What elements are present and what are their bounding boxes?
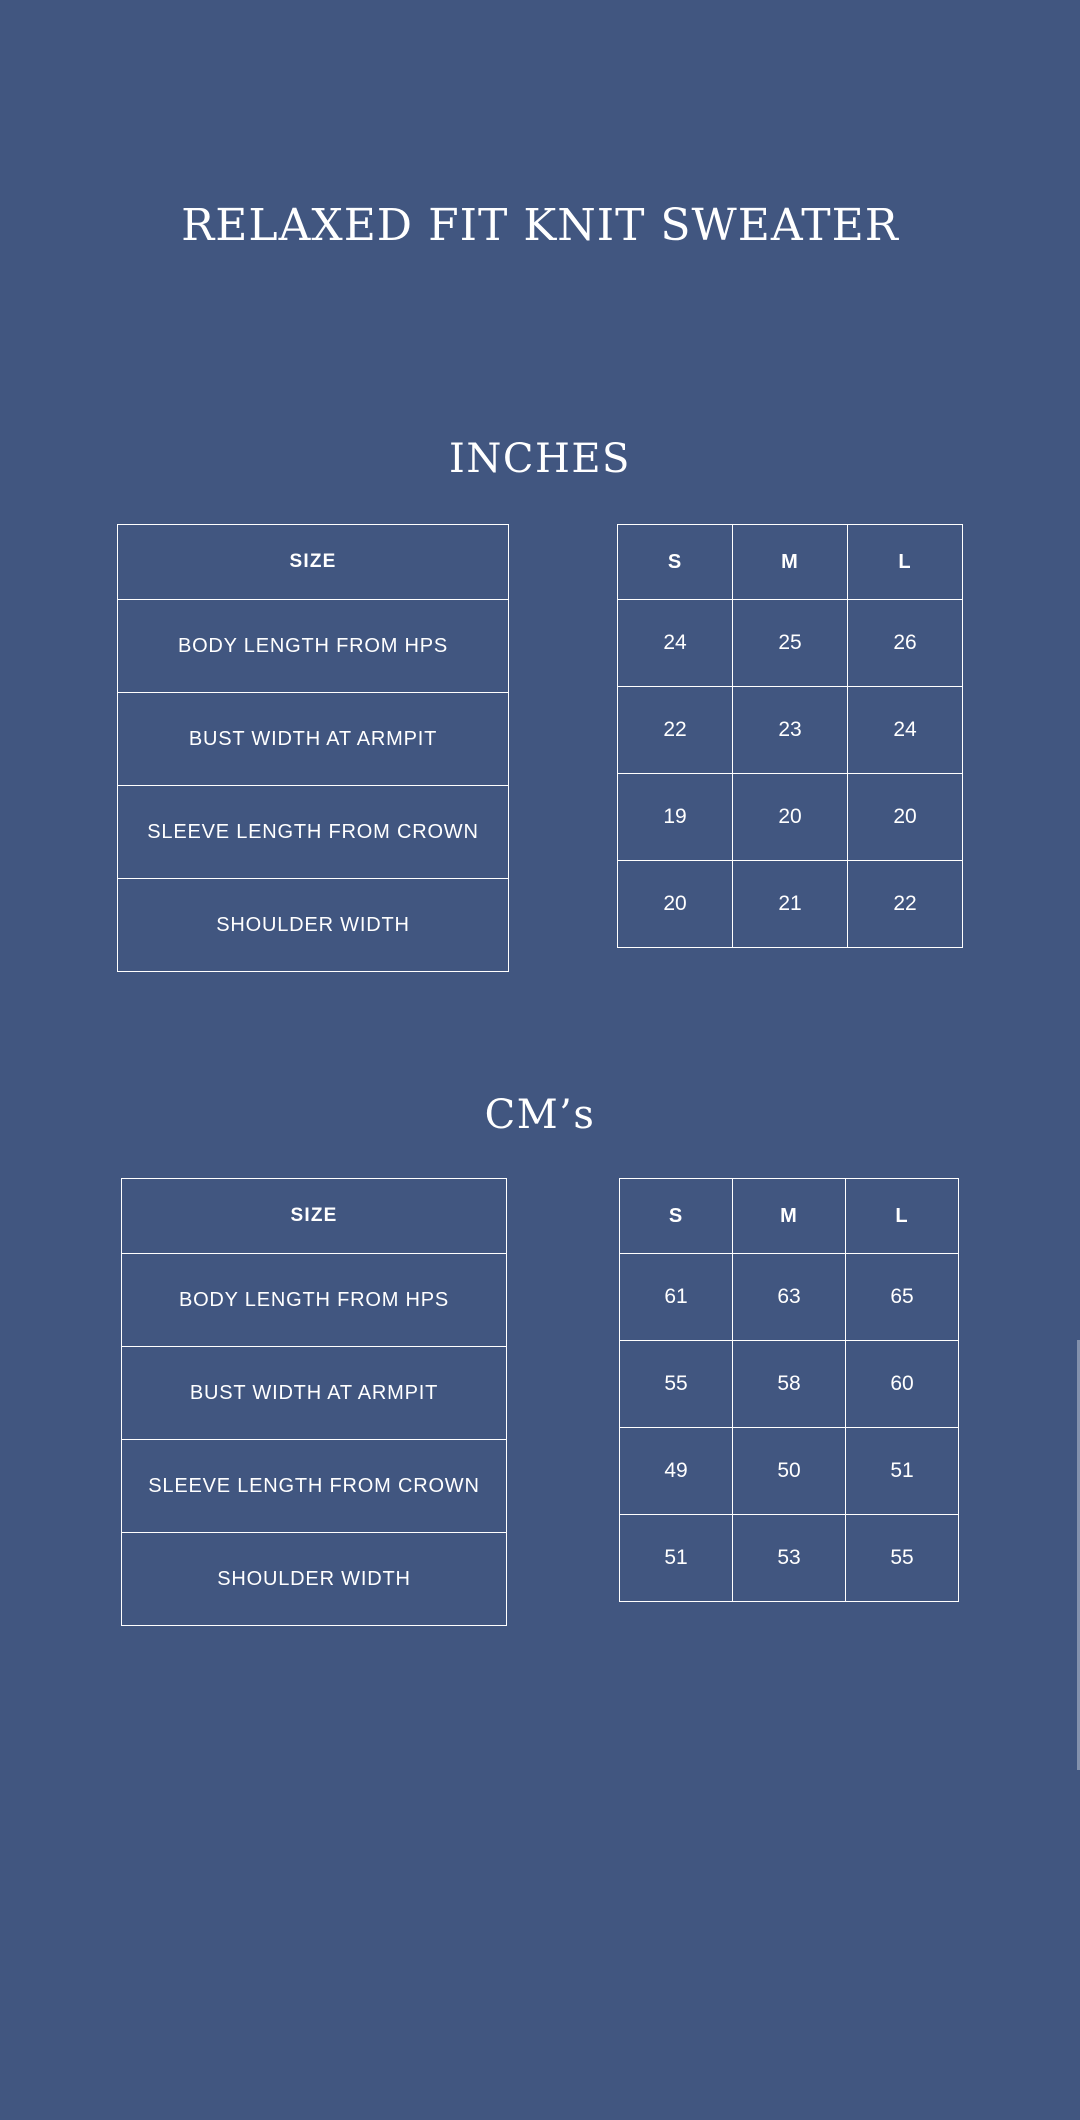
table-row	[620, 1254, 959, 1341]
table-row	[618, 525, 963, 600]
cm-value-cell: 55	[620, 1341, 733, 1428]
cm-value-cell: 50	[733, 1428, 846, 1515]
cm-tables-row	[0, 1178, 1080, 1626]
table-row	[620, 1179, 959, 1254]
table-row	[618, 774, 963, 861]
cm-measurement-label: SLEEVE LENGTH FROM CROWN	[122, 1440, 507, 1533]
inches-size-header-l: L	[848, 525, 963, 600]
inches-size-header-cell: SIZE	[118, 525, 509, 600]
cm-value-cell: 58	[733, 1341, 846, 1428]
cm-measurement-label: BODY LENGTH FROM HPS	[122, 1254, 507, 1347]
table-row	[122, 1347, 507, 1440]
cm-value-cell: 49	[620, 1428, 733, 1515]
inches-value-cell: 23	[733, 687, 848, 774]
table-row	[620, 1341, 959, 1428]
inches-value-cell: 20	[733, 774, 848, 861]
cm-value-cell: 53	[733, 1515, 846, 1602]
cm-value-cell: 51	[620, 1515, 733, 1602]
inches-measurement-label: SHOULDER WIDTH	[118, 879, 509, 972]
inches-measurement-label: SLEEVE LENGTH FROM CROWN	[118, 786, 509, 879]
table-row	[118, 693, 509, 786]
cm-measurement-label: BUST WIDTH AT ARMPIT	[122, 1347, 507, 1440]
table-row	[118, 600, 509, 693]
table-row	[122, 1254, 507, 1347]
table-row	[122, 1440, 507, 1533]
cm-value-cell: 51	[846, 1428, 959, 1515]
inches-size-header-m: M	[733, 525, 848, 600]
table-row	[620, 1515, 959, 1602]
inches-measurement-label: BUST WIDTH AT ARMPIT	[118, 693, 509, 786]
table-row	[122, 1533, 507, 1626]
cm-value-cell: 60	[846, 1341, 959, 1428]
cm-size-header-m: M	[733, 1179, 846, 1254]
table-row	[618, 600, 963, 687]
cm-value-cell: 65	[846, 1254, 959, 1341]
cm-measurement-label: SHOULDER WIDTH	[122, 1533, 507, 1626]
inches-value-cell: 24	[618, 600, 733, 687]
cm-size-header-cell: SIZE	[122, 1179, 507, 1254]
inches-section	[0, 436, 1080, 972]
inches-value-cell: 24	[848, 687, 963, 774]
table-row	[118, 786, 509, 879]
inches-tables-row	[0, 524, 1080, 972]
inches-value-cell: 26	[848, 600, 963, 687]
table-row	[122, 1179, 507, 1254]
inches-measurement-label: BODY LENGTH FROM HPS	[118, 600, 509, 693]
inches-value-cell: 20	[618, 861, 733, 948]
table-row	[618, 861, 963, 948]
cm-measurement-labels-table	[121, 1178, 507, 1626]
cm-heading: CM’s	[484, 1092, 596, 1138]
page-title: RELAXED FIT KNIT SWEATER	[181, 200, 899, 251]
inches-measurement-labels-table	[117, 524, 509, 972]
cm-size-header-l: L	[846, 1179, 959, 1254]
cm-value-cell: 63	[733, 1254, 846, 1341]
table-row	[118, 525, 509, 600]
cm-values-table	[619, 1178, 959, 1602]
inches-value-cell: 21	[733, 861, 848, 948]
inches-value-cell: 22	[618, 687, 733, 774]
table-row	[118, 879, 509, 972]
cm-value-cell: 61	[620, 1254, 733, 1341]
inches-size-header-s: S	[618, 525, 733, 600]
inches-heading: INCHES	[449, 436, 631, 482]
cm-size-header-s: S	[620, 1179, 733, 1254]
size-chart-page	[0, 200, 1080, 2120]
inches-value-cell: 20	[848, 774, 963, 861]
cm-section	[0, 1092, 1080, 1626]
table-row	[620, 1428, 959, 1515]
cm-value-cell: 55	[846, 1515, 959, 1602]
inches-value-cell: 25	[733, 600, 848, 687]
table-row	[618, 687, 963, 774]
inches-value-cell: 19	[618, 774, 733, 861]
inches-values-table	[617, 524, 963, 948]
inches-value-cell: 22	[848, 861, 963, 948]
